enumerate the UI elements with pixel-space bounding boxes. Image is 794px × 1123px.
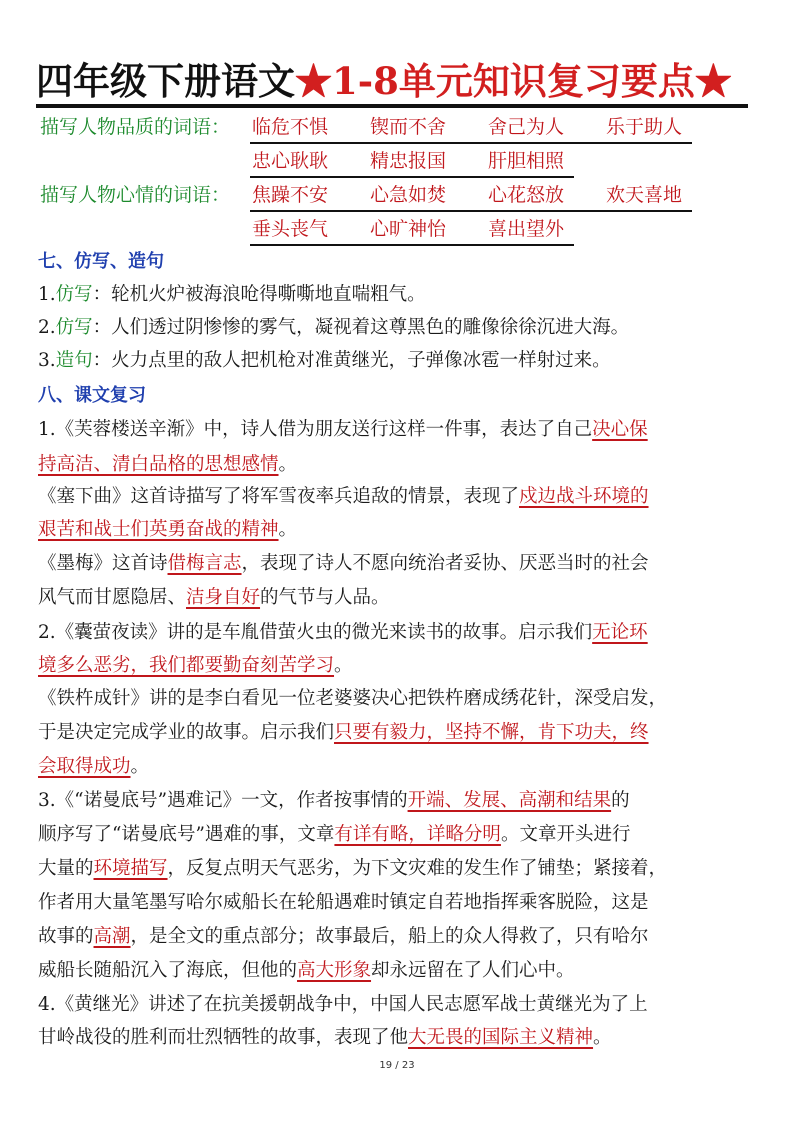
- sentence-item: [38, 312, 629, 344]
- text-segment: 顺序写了“诺曼底号”遇难的事，文章: [38, 824, 335, 845]
- item-tag: 造句: [55, 350, 93, 371]
- text-line: [38, 650, 353, 682]
- key-phrase: 决心保: [592, 419, 648, 440]
- text-segment: ，是全文的重点部分；故事最后，船上的众人得救了，只有哈尔: [130, 926, 649, 947]
- text-segment: 《塞下曲》这首诗描写了将军雪夜率兵追敌的情景，表现了: [38, 486, 520, 507]
- text-segment: 2.《囊萤夜读》讲的是车胤借萤火虫的微光来读书的故事。启示我们: [38, 622, 593, 643]
- text-segment: 。文章开头进行: [500, 824, 631, 845]
- text-line: [38, 683, 667, 715]
- text-segment: 。: [130, 756, 150, 777]
- title-main: 四年级下册语文: [36, 59, 295, 103]
- text-segment: 1.《芙蓉楼送辛渐》中，诗人借为朋友送行这样一件事，表达了自己: [38, 419, 593, 440]
- item-number: 3.: [38, 350, 56, 371]
- vocab-underline: [250, 210, 692, 212]
- text-line: [38, 751, 149, 783]
- title-unit-range: 1-8单元知识复习要点: [332, 59, 695, 103]
- vocab-word: 乐于助人: [606, 116, 683, 138]
- text-segment: 《墨梅》这首诗: [38, 553, 168, 574]
- text-line: [38, 1022, 612, 1054]
- vocab-word: 舍己为人: [488, 116, 565, 138]
- key-phrase: 戍边战斗环境的: [519, 486, 649, 507]
- key-phrase: 会取得成功: [38, 756, 131, 777]
- text-segment: 。: [278, 519, 298, 540]
- vocab-underline: [250, 244, 574, 246]
- item-number: 2.: [38, 317, 56, 338]
- text-segment: 的: [611, 790, 630, 811]
- sentence-item: [38, 345, 611, 377]
- key-phrase: 有详有略，详略分明: [334, 824, 501, 845]
- text-line: [38, 414, 648, 446]
- item-number: 1.: [38, 284, 56, 305]
- text-segment: 故事的: [38, 926, 94, 947]
- text-segment: 。: [334, 655, 353, 676]
- key-phrase: 艰苦和战士们英勇奋战的精神: [38, 519, 279, 540]
- text-segment: 《铁杵成针》讲的是李白看见一位老婆婆决心把铁杵磨成绣花针，深受启发，: [38, 688, 668, 709]
- vocab-underline: [250, 142, 692, 144]
- item-text: ：人们透过阴惨惨的雾气，凝视着这尊黑色的雕像徐徐沉进大海。: [92, 317, 630, 338]
- key-phrase: 环境描写: [93, 858, 168, 879]
- text-line: [38, 548, 649, 580]
- item-tag: 仿写: [55, 284, 93, 305]
- key-phrase: 大无畏的国际主义精神: [408, 1027, 594, 1048]
- vocab-word: 焦躁不安: [252, 184, 329, 206]
- vocab-word: 临危不惧: [252, 116, 329, 138]
- text-line: [38, 514, 297, 546]
- text-segment: 。: [593, 1027, 612, 1048]
- text-segment: 的气节与人品。: [260, 587, 390, 608]
- text-segment: 大量的: [38, 858, 94, 879]
- key-phrase: 只要有毅力，坚持不懈，肯下功夫，终: [334, 722, 649, 743]
- text-segment: 作者用大量笔墨写哈尔威船长在轮船遇难时镇定自若地指挥乘客脱险，这是: [38, 892, 649, 913]
- vocab-word: 心旷神怡: [370, 218, 447, 240]
- vocab-word: 忠心耿耿: [252, 150, 329, 172]
- star-icon-left: ★: [295, 59, 332, 103]
- vocab-word: 肝胆相照: [488, 150, 565, 172]
- page-number: 19 / 23: [379, 1060, 415, 1071]
- vocab-word: 锲而不舍: [370, 116, 447, 138]
- key-phrase: 高大形象: [297, 960, 372, 981]
- text-line: [38, 481, 649, 513]
- text-line: [38, 887, 649, 919]
- text-segment: ，反复点明天气恶劣，为下文灾难的发生作了铺垫；紧接着，: [167, 858, 668, 879]
- text-segment: 却永远留在了人们心中。: [371, 960, 575, 981]
- vocab-underline: [250, 176, 574, 178]
- key-phrase: 境多么恶劣，我们都要勤奋刻苦学习: [38, 655, 335, 676]
- text-segment: 3.《“诺曼底号”遇难记》一文，作者按事情的: [38, 790, 408, 811]
- vocab-word: 心花怒放: [488, 184, 565, 206]
- star-icon-right: ★: [694, 59, 732, 103]
- quality-words-label: 描写人物品质的词语：: [40, 116, 231, 138]
- section-heading-8: 八、课文复习: [38, 385, 146, 406]
- item-text: ：火力点里的敌人把机枪对准黄继光，子弹像冰雹一样射过来。: [92, 350, 611, 371]
- mood-words-label: 描写人物心情的词语：: [40, 184, 231, 206]
- vocab-word: 喜出望外: [488, 218, 565, 240]
- text-segment: 于是决定完成学业的故事。启示我们: [38, 722, 335, 743]
- vocab-word: 欢天喜地: [606, 184, 683, 206]
- text-line: [38, 449, 297, 481]
- text-segment: 风气而甘愿隐居、: [38, 587, 187, 608]
- text-line: [38, 989, 648, 1021]
- vocab-word: 垂头丧气: [252, 218, 329, 240]
- section-heading-7: 七、仿写、造句: [38, 251, 164, 272]
- text-segment: 甘岭战役的胜利而壮烈牺牲的故事，表现了他: [38, 1027, 409, 1048]
- text-line: [38, 582, 390, 614]
- text-line: [38, 819, 630, 851]
- key-phrase: 借梅言志: [167, 553, 242, 574]
- text-line: [38, 617, 648, 649]
- key-phrase: 高潮: [93, 926, 131, 947]
- item-text: ：轮机火炉被海浪呛得嘶嘶地直喘粗气。: [92, 284, 426, 305]
- text-line: [38, 853, 667, 885]
- text-line: [38, 955, 575, 987]
- page-title: [36, 58, 732, 104]
- key-phrase: 洁身自好: [186, 587, 261, 608]
- title-underline: [36, 104, 748, 108]
- text-line: [38, 921, 649, 953]
- key-phrase: 持高洁、清白品格的思想感情: [38, 454, 279, 475]
- key-phrase: 无论环: [592, 622, 648, 643]
- text-segment: 4.《黄继光》讲述了在抗美援朝战争中，中国人民志愿军战士黄继光为了上: [38, 994, 648, 1015]
- text-line: [38, 717, 649, 749]
- vocab-word: 精忠报国: [370, 150, 447, 172]
- text-line: [38, 785, 630, 817]
- text-segment: ，表现了诗人不愿向统治者妥协、厌恶当时的社会: [241, 553, 649, 574]
- key-phrase: 开端、发展、高潮和结果: [407, 790, 612, 811]
- text-segment: 。: [278, 454, 298, 475]
- item-tag: 仿写: [55, 317, 93, 338]
- vocab-word: 心急如焚: [370, 184, 447, 206]
- sentence-item: [38, 279, 426, 311]
- text-segment: 威船长随船沉入了海底，但他的: [38, 960, 298, 981]
